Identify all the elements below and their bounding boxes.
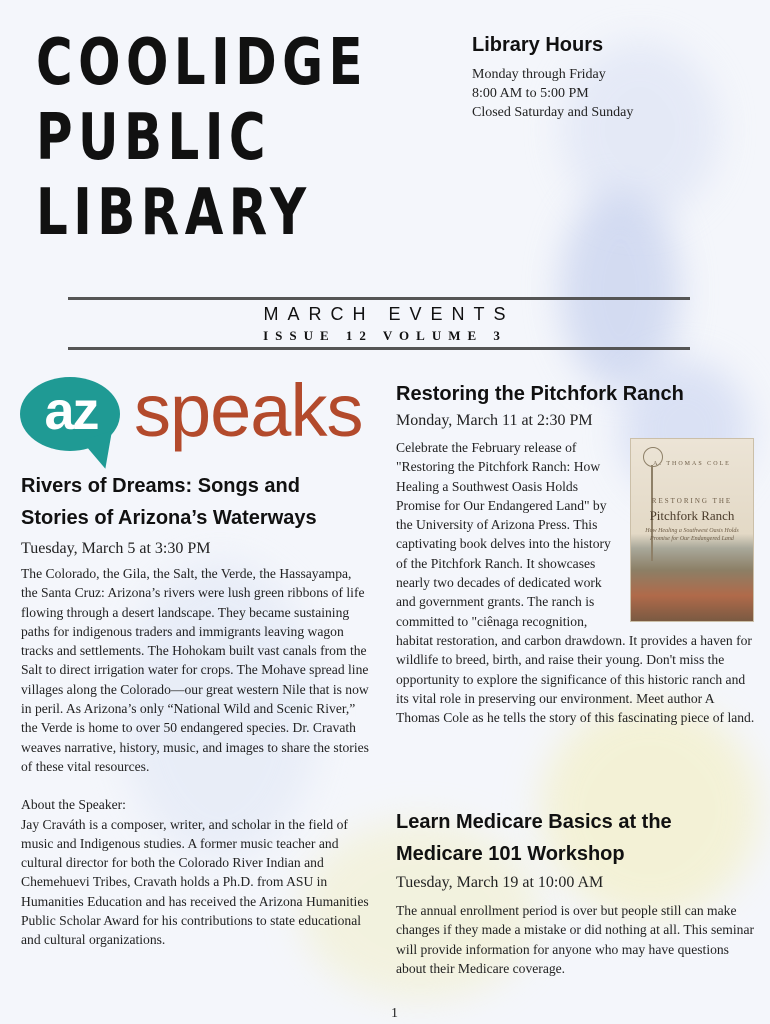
event-date: Tuesday, March 5 at 3:30 PM bbox=[21, 540, 211, 557]
event-description: Celebrate the February release of "Restoring the Pitchfork Ranch: How Healing a Southwest Oasis Holds Promise for Our Endangered Land" by the University of Arizona Press. This captivating book delves into the history of the Pitchfork Ranch. It showcases nearly two decades of dedicated work and government grants. The ranch is committed to "ciênaga recognition, habitat restoration, and carbon drawdown. It provides a haven for wildlife to breed, birth, and raise their young. Don't miss the opportunity to explore the significance of this historic ranch and its vital role in preserving our environment. Meet author A Thomas Cole as he tells the story of this fascinating piece of land. bbox=[396, 440, 755, 726]
library-hours-line: Monday through Friday bbox=[472, 67, 606, 82]
library-title-line: COOLIDGE bbox=[36, 26, 369, 100]
event-title: Learn Medicare Basics at the Medicare 101 Workshop bbox=[396, 811, 672, 865]
library-hours-line: Closed Saturday and Sunday bbox=[472, 105, 634, 120]
divider-top bbox=[68, 297, 690, 300]
event-pitchfork bbox=[396, 378, 756, 727]
page-number: 1 bbox=[391, 1006, 398, 1021]
event-rivers bbox=[21, 470, 369, 950]
book-title: Pitchfork Ranch bbox=[649, 508, 735, 523]
book-kicker: RESTORING THE bbox=[651, 497, 733, 505]
about-speaker-heading: About the Speaker: bbox=[21, 797, 126, 813]
event-title: Restoring the Pitchfork Ranch bbox=[396, 383, 684, 405]
divider-bottom bbox=[68, 347, 690, 350]
about-speaker-text: Jay Craváth is a composer, writer, and scholar in the field of music and Indigenous studies. A former music teacher and cultural director for both the Colorado River Indian and Chemehuevi Tribes, Cravath holds a Ph.D. from ASU in Humanities Education and has received the Arizona Humanities Public Scholar Award for his contributions to state educational and cultural organizations. bbox=[21, 816, 369, 948]
event-description: The annual enrollment period is over but people still can make changes if they made a mistake or did nothing at all. This seminar will provide information for anyone who may have questions about their Medicare coverage. bbox=[396, 903, 755, 976]
library-hours-heading: Library Hours bbox=[472, 34, 604, 56]
library-title bbox=[36, 26, 368, 251]
book-cover-image bbox=[630, 438, 754, 622]
background-flower-wash bbox=[560, 190, 680, 390]
library-title-line: LIBRARY bbox=[36, 176, 312, 250]
event-date: Tuesday, March 19 at 10:00 AM bbox=[396, 874, 604, 891]
events-banner-title: MARCH EVENTS bbox=[263, 304, 515, 324]
logo-speaks-text: speaks bbox=[134, 369, 363, 452]
event-description: The Colorado, the Gila, the Salt, the Verde, the Hassayampa, the Santa Cruz: Arizona’s rivers were lush green ribbons of life flowing through a desert landscape. They became sustaining paths for indigenous traders and immigrants leaving wagon tracks and settlements. The Hohokam built vast canals from the Salt to direct irrigation water for crops. The Mohave spread line villages along the Colorado—our great western Nile that is now in peril. As Arizona’s only “National Wild and Scenic River,” the Verde is home to over 50 endangered species. Dr. Cravath weaves narrative, history, music, and images to share the stories of these vital resources. bbox=[21, 566, 369, 774]
library-hours-line: 8:00 AM to 5:00 PM bbox=[472, 86, 589, 101]
az-speaks-logo bbox=[20, 369, 363, 472]
book-author: A. THOMAS COLE bbox=[653, 461, 731, 467]
event-title: Rivers of Dreams: Songs and Stories of Arizona’s Waterways bbox=[21, 475, 317, 529]
issue-volume: ISSUE 12 VOLUME 3 bbox=[263, 328, 507, 343]
library-hours bbox=[472, 34, 752, 122]
library-title-line: PUBLIC bbox=[36, 101, 271, 175]
book-subtitle: How Healing a Southwest Oasis Holds Promise for Our Endangered Land bbox=[645, 528, 739, 542]
logo-az-text: az bbox=[44, 381, 98, 441]
event-date: Monday, March 11 at 2:30 PM bbox=[396, 412, 593, 429]
event-medicare bbox=[396, 806, 756, 978]
